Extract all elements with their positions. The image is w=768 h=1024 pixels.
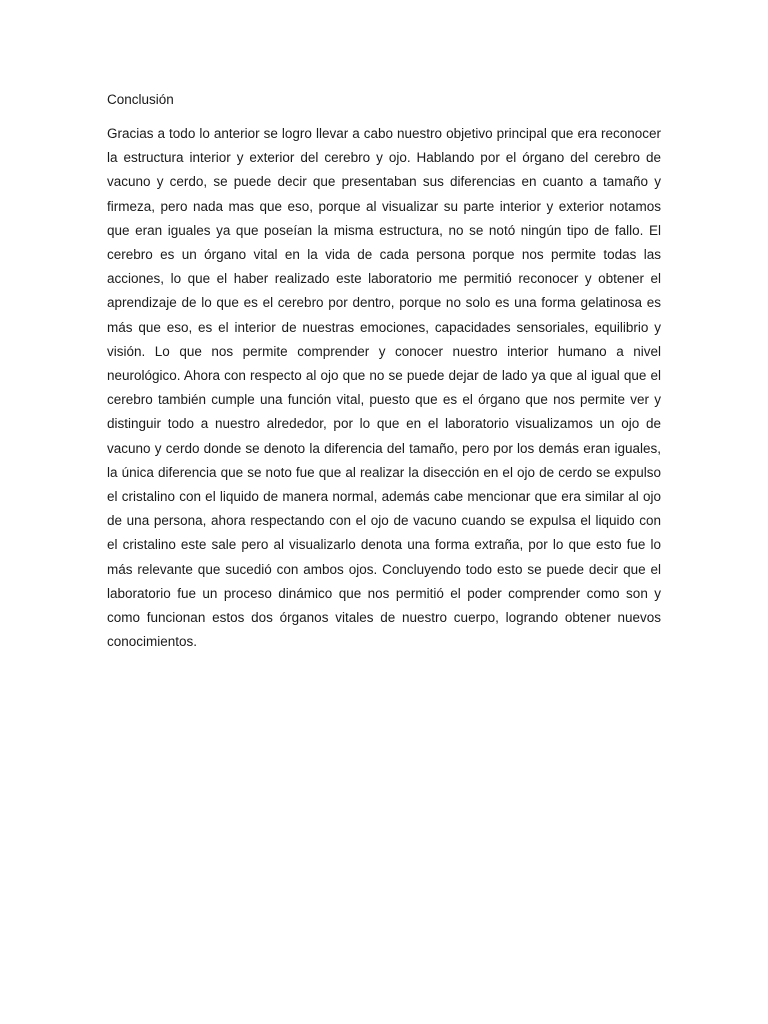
conclusion-paragraph: Gracias a todo lo anterior se logro llevar a cabo nuestro objetivo principal que era reconocer la estructura interior y exterior del cerebro y ojo. Hablando por el órgano del cerebro de vacuno y cerdo, se puede decir que presentaban sus diferencias en cuanto a tamaño y firmeza, pero nada mas que eso, porque al visualizar su parte interior y exterior notamos que eran iguales ya que poseían la misma estructura, no se notó ningún tipo de fallo. El cerebro es un órgano vital en la vida de cada persona porque nos permite todas las acciones, lo que el haber realizado este laboratorio me permitió reconocer y obtener el aprendizaje de lo que es el cerebro por dentro, porque no solo es una forma gelatinosa es más que eso, es el interior de nuestras emociones, capacidades sensoriales, equilibrio y visión. Lo que nos permite comprender y conocer nuestro interior humano a nivel neurológico. Ahora con respecto al ojo que no se puede dejar de lado ya que al igual que el cerebro también cumple una función vital, puesto que es el órgano que nos permite ver y distinguir todo a nuestro alrededor, por lo que en el laboratorio visualizamos un ojo de vacuno y cerdo donde se denoto la diferencia del tamaño, pero por los demás eran iguales, la única diferencia que se noto fue que al realizar la disección en el ojo de cerdo se expulso el cristalino con el liquido de manera normal, además cabe mencionar que era similar al ojo de una persona, ahora respectando con el ojo de vacuno cuando se expulsa el liquido con el cristalino este sale pero al visualizarlo denota una forma extraña, por lo que esto fue lo más relevante que sucedió con ambos ojos. Concluyendo todo esto se puede decir que el laboratorio fue un proceso dinámico que nos permitió el poder comprender como son y como funcionan estos dos órganos vitales de nuestro cuerpo, logrando obtener nuevos conocimientos.: [107, 126, 661, 650]
section-heading: Conclusión: [107, 92, 174, 107]
